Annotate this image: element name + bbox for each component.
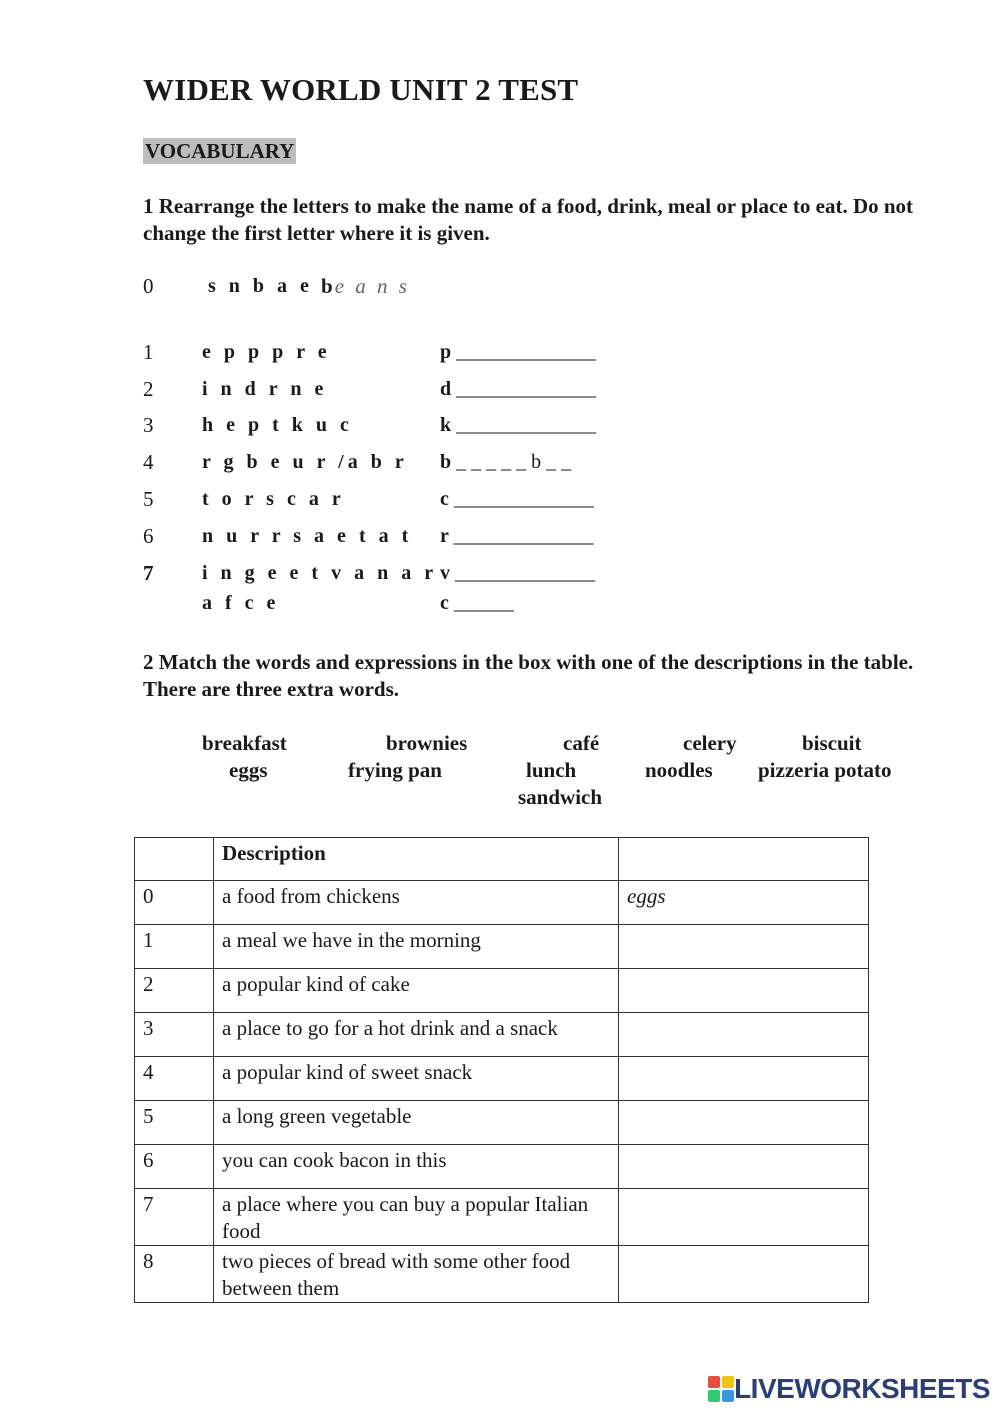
item-answer-field[interactable]: k ______________ xyxy=(440,414,597,436)
exercise1-instruction: 1 Rearrange the letters to make the name of a food, drink, meal or place to eat. Do not change the first letter where it is given. xyxy=(143,194,914,245)
example-number: 0 xyxy=(143,274,154,298)
row-answer: eggs xyxy=(619,881,869,925)
row-number: 2 xyxy=(135,969,214,1013)
word-box-item: noodles xyxy=(645,758,713,782)
table-row xyxy=(135,969,869,1013)
word-box-item: café xyxy=(563,731,600,755)
liveworksheets-logo-text: LIVEWORKSHEETS xyxy=(734,1373,990,1404)
row-number: 5 xyxy=(135,1101,214,1145)
table-row xyxy=(135,881,869,925)
header-cell xyxy=(135,838,214,881)
row-number: 6 xyxy=(135,1145,214,1189)
item-scrambled: t o r s c a r xyxy=(202,488,345,510)
word-box-item: biscuit xyxy=(802,731,862,755)
row-description: a long green vegetable xyxy=(214,1101,619,1145)
item-answer-field[interactable]: p ______________ xyxy=(440,341,597,363)
table-row xyxy=(135,1145,869,1189)
row-number: 3 xyxy=(135,1013,214,1057)
item-answer-field[interactable]: r ______________ xyxy=(440,525,594,547)
table-header-row xyxy=(135,838,869,881)
row-description: a food from chickens xyxy=(214,881,619,925)
exercise2-instruction: 2 Match the words and expressions in the box with one of the descriptions in the table. There are three extra words. xyxy=(143,650,914,701)
liveworksheets-logo-icon xyxy=(708,1376,734,1402)
item-scrambled: a f c e xyxy=(202,592,280,614)
item-answer-field[interactable]: c ______ xyxy=(440,592,514,614)
item-number: 3 xyxy=(143,413,154,437)
item-number: 5 xyxy=(143,487,154,511)
table-row xyxy=(135,1057,869,1101)
answer-input-cell[interactable] xyxy=(619,1189,869,1246)
item-scrambled: h e p t k u c xyxy=(202,414,353,436)
table-row xyxy=(135,1246,869,1303)
row-number: 7 xyxy=(135,1189,214,1246)
answer-input-cell[interactable] xyxy=(619,1145,869,1189)
answer-input-cell[interactable] xyxy=(619,969,869,1013)
word-box-item: sandwich xyxy=(518,785,603,809)
row-description: a place to go for a hot drink and a snack xyxy=(214,1013,619,1057)
row-number: 8 xyxy=(135,1246,214,1303)
table-row xyxy=(135,1013,869,1057)
row-description: a place where you can buy a popular Italian food xyxy=(214,1189,619,1246)
item-answer-field[interactable]: v ______________ xyxy=(440,562,595,584)
answer-input-cell[interactable] xyxy=(619,1246,869,1303)
item-answer-field[interactable]: d ______________ xyxy=(440,378,597,400)
item-scrambled: i n g e e t v a n a r xyxy=(202,562,438,584)
row-description: you can cook bacon in this xyxy=(214,1145,619,1189)
item-answer-field[interactable]: b _ _ _ _ _ b _ _ xyxy=(440,451,572,473)
item-scrambled: n u r r s a e t a t xyxy=(202,525,413,547)
answer-input-cell[interactable] xyxy=(619,1101,869,1145)
item-scrambled: r g b e u r /a b r xyxy=(202,451,408,473)
word-box-item: frying pan xyxy=(348,758,442,782)
table-row xyxy=(135,1189,869,1246)
example-answer-first: b xyxy=(321,274,333,298)
liveworksheets-logo[interactable] xyxy=(708,1373,990,1405)
item-answer-field[interactable]: c ______________ xyxy=(440,488,594,510)
header-cell xyxy=(619,838,869,881)
word-box-item: breakfast xyxy=(202,731,287,755)
example-answer-rest: e a n s xyxy=(334,274,410,298)
table-row xyxy=(135,1101,869,1145)
answer-input-cell[interactable] xyxy=(619,1057,869,1101)
answer-input-cell[interactable] xyxy=(619,1013,869,1057)
item-scrambled: e p p p r e xyxy=(202,341,331,363)
row-description: two pieces of bread with some other food between them xyxy=(214,1246,619,1303)
word-box-item: brownies xyxy=(386,731,468,755)
answer-input-cell[interactable] xyxy=(619,925,869,969)
item-number: 1 xyxy=(143,340,154,364)
row-description: a popular kind of sweet snack xyxy=(214,1057,619,1101)
word-box-item: celery xyxy=(683,731,737,755)
row-number: 0 xyxy=(135,881,214,925)
row-number: 1 xyxy=(135,925,214,969)
row-description: a popular kind of cake xyxy=(214,969,619,1013)
description-table xyxy=(134,837,869,1303)
row-description: a meal we have in the morning xyxy=(214,925,619,969)
table-row xyxy=(135,925,869,969)
example-scrambled: s n b a e xyxy=(208,275,313,297)
page-title: WIDER WORLD UNIT 2 TEST xyxy=(143,72,579,107)
word-box-item: eggs xyxy=(229,758,268,782)
row-number: 4 xyxy=(135,1057,214,1101)
item-number: 2 xyxy=(143,377,154,401)
section-heading: VOCABULARY xyxy=(145,139,295,163)
item-number: 7 xyxy=(143,561,154,585)
item-scrambled: i n d r n e xyxy=(202,378,328,400)
word-box-item: pizzeria potato xyxy=(758,758,892,782)
header-cell: Description xyxy=(214,838,619,881)
item-number: 6 xyxy=(143,524,154,548)
item-number: 4 xyxy=(143,450,154,474)
example-answer xyxy=(321,274,410,299)
word-box-item: lunch xyxy=(526,758,577,782)
